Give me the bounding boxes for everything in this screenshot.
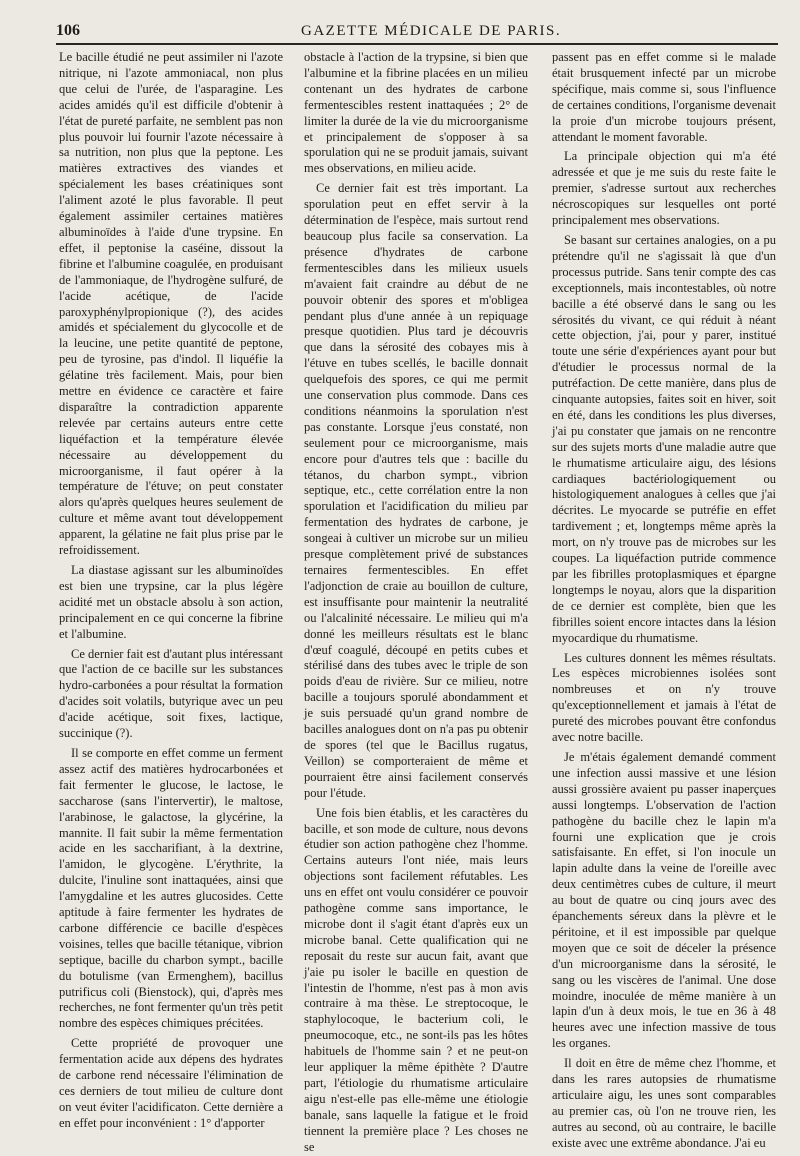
paragraph: Une fois bien établis, et les caractères du bacille, et son mode de culture, nous devons étudier son action pathogène chez l'homme. Certains auteurs l'ont niée, mais leurs objections sont facilement réfutables. Les uns en effet ont voulu considérer ce pouvoir pathogène comme sans importance, le microbe dont il s'agit étant d'après eux un microbe banal. Cette qualification qui ne reposait du reste sur aucun fait, avant que j'aie pu isoler le bacille en question de l'intestin de l'homme, n'est pas à mon avis contraire à ma thèse. Le streptocoque, le staphylocoque, le bacterium coli, le pneumocoque, etc., ne sont-ils pas les hôtes habituels de l'homme sain ? et ne peut-on leur appliquer la même épithète ? D'autre part, l'étiologie du rhumatisme articulaire aigu n'est-elle pas elle-même une étiologie banale, sans laquelle la fatigue et le froid tiennent la première place ? Les choses ne se [304,805,528,1154]
paragraph: La diastase agissant sur les albuminoïdes est bien une trypsine, car la plus légère acidité met un obstacle absolu à son action, principalement en ce qui concerne la fibrine et l'albumine. [59,563,283,641]
paragraph: Il se comporte en effet comme un ferment assez actif des matières hydrocarbonées et fait fermenter le glucose, le lactose, le saccharose (sans l'intervertir), le maltose, l'arabinose, le galactose, la glycérine, la mannite. Il fait subir la même fermentation acide en les saccharifiant, à la dextrine, l'amidon, le glycogène. L'érythrite, la dulcite, l'inuline sont inattaquées, ainsi que l'amygdaline et les autres glucosides. Cette aptitude à faire fermenter les hydrates de carbone différencie ce bacille d'espèces voisines, telles que bacille tétanique, vibrion septique, bacille du charbon sympt., bacille du botulisme (van Ermenghem), bacillus putrificus coli (Bienstock), qui, d'après mes recherches, ne font fermenter qu'un très petit nombre des espèces chimiques précitées. [59,745,283,1031]
paragraph: Ce dernier fait est très important. La sporulation peut en effet servir à la détermination de l'espèce, mais surtout rend beaucoup plus facile sa conservation. La présence d'hydrates de carbone fermentescibles dans les milieux usuels m'avaient fait craindre au début de ne pouvoir obtenir des spores et m'obligea pendant plus d'une année à un repiquage presque quotidien. Plus tard je découvris que dans la sérosité des cobayes mis à l'étuve en tubes scellés, le bacille donnait quelquefois des spores, ce qui me permit une conservation plus commode. Dans ces conditions néanmoins la sporulation n'est pas constante. Lorsque j'eus constaté, non seulement pour ce microorganisme, mais encore pour d'autres tels que : bacille du tétanos, du charbon sympt., vibrion septique, etc., cette corrélation entre la non sporulation et l'acidification du milieu par fermentation des hydrates de carbone, je songeai à cultiver un microbe sur un milieu presque complètement privé de substances ternaires fermentescibles. En effet l'adjonction de craie au bouillon de culture, est insuffisante pour maintenir la neutralité ou l'alcalinité nécessaire. Le milieu qui m'a donné les meilleurs résultats est le blanc d'œuf coagulé, découpé en petits cubes et stérilisé dans des tubes avec le triple de son poids d'eau de rivière. Sur ce milieu, notre bacille a toujours sporulé abondamment et je suis persuadé qu'un grand nombre de bacilles analogues dont on n'a pas pu obtenir de spores (tel que le Bacillus rugatus, Veillon) se comporteraient de même et pourraient être ainsi facilement conservés pour l'étude. [304,181,528,800]
paragraph: Je m'étais également demandé comment une infection aussi massive et une lésion aussi grossière avaient pu passer inaperçues aussi longtemps. L'observation de l'action pathogène du bacille chez le lapin m'a fourni une explication que je crois satisfaisante. En effet, si l'on inocule un lapin adulte dans la veine de l'oreille avec deux centimètres cubes de culture, il meurt au bout de quatre ou cinq jours avec des épanchements séreux dans la plèvre et le péritoine, et il est impossible par quelque moyen que ce soit de déceler la présence d'un microorganisme dans la sérosité, le sang ou les viscères de l'animal. Une dose moindre, inoculée de même manière à un lapin d'un à deux mois, le tue en 36 à 48 heures avec une infection massive de tous les organes. [552,749,776,1051]
paragraph: Le bacille étudié ne peut assimiler ni l'azote nitrique, ni l'azote ammoniacal, non plus que celui de l'urée, de l'asparagine. Les acides amidés qu'il est difficile d'obtenir à l'état de pureté parfaite, ne semblent pas non plus pouvoir lui fournir l'azote nécessaire à sa nutrition, non plus que la peptone. Les matières extractives des viandes et spécialement les bases créatiniques sont l'aliment azoté le plus favorable. Il peut également assimiler certaines matières albuminoïdes à l'aide d'une trypsine. En effet, il peptonise la caséine, dissout la fibrine et l'albumine coagulée, en produisant de l'ammoniaque, de l'hydrogène sulfuré, de l'acide acétique, de l'acide paroxyphénylpropionique (?), des acides amidés et spécialement du glycocolle et de la leucine, une petite quantité de peptone, peu de tyrosine, pas d'indol. Il liquéfie la gélatine très facilement. Mais, pour bien mettre en évidence ce caractère et faire disparaître la contradiction apparente relevée par certains auteurs entre cette liquéfaction et la température élevée nécessaire au développement du microorganisme, il faut opérer à la température de l'étuve; on peut constater alors qu'après quelques heures seulement de culture et même avant tout développement apparent, la gélatine ne fait plus prise par le refroidissement. [59,50,283,558]
header-rule [56,43,778,45]
paragraph: Les cultures donnent les mêmes résultats. Les espèces microbiennes isolées sont nombreuses et on n'y trouve qu'exceptionnellement et jamais à l'état de pureté des microbes pouvant être confondus avec notre bacille. [552,650,776,745]
text-column-1 [59,50,283,1130]
page-number: 106 [56,22,80,39]
text-column-2 [304,50,528,1154]
text-column-3 [552,50,776,1150]
journal-title: GAZETTE MÉDICALE DE PARIS. [301,23,562,39]
paragraph: Se basant sur certaines analogies, on a pu prétendre qu'il ne s'agissait là que d'un processus putride. Sans tenir compte des cas exceptionnels, mais incontestables, où notre bacille a été observé dans le sang ou les sérosités du vivant, ce qui réduit à néant cette objection, j'ai, pour y parer, institué toute une série d'expériences ayant pour but d'étudier le processus normal de la putréfaction. De cette manière, dans plus de cinquante autopsies, faites soit en hiver, soit en été, dans les conditions les plus diverses, j'ai pu constater que jamais on ne rencontre sur des sujets morts d'une maladie autre que le rhumatisme articulaire aigu, des lésions cardiaques bactériologiquement ou histologiquement analogues à celles que j'ai décrites. Le myocarde se putréfie en effet tardivement ; et, longtemps même après la mort, on n'y trouve pas de microbes sur les coupes. La liquéfaction putride commence par les fibrilles protoplasmiques et épargne longtemps le noyau, alors que la disparition de ce dernier est complète, bien que les fibrilles soient encore intactes dans la lésion myocardique du rhumatisme. [552,232,776,645]
paragraph: passent pas en effet comme si le malade était brusquement infecté par un microbe spécifique, mais comme si, sous l'influence de certaines conditions, l'organisme devenait la proie d'un microbe toujours présent, attendant le moment favorable. [552,50,776,144]
paragraph: Il doit en être de même chez l'homme, et dans les rares autopsies de rhumatisme articulaire aigu, les unes sont comparables au premier cas, où l'on ne trouve rien, les autres au second, où au contraire, le bacille existe avec une extrême abondance. J'ai eu [552,1056,776,1150]
page-header [56,22,778,40]
paragraph: Cette propriété de provoquer une fermentation acide aux dépens des hydrates de carbone rend nécessaire l'élimination de ces derniers de tout milieu de culture dont on veut éviter l'acidificaton. Cette dernière a en effet pour inconvénient : 1° d'apporter [59,1036,283,1130]
paragraph: Ce dernier fait est d'autant plus intéressant que l'action de ce bacille sur les substances hydro-carbonées a pour résultat la formation d'acides soit volatils, butyrique avec un peu d'acide acétique, soit fixes, lactique, succinique (?). [59,646,283,741]
paragraph: obstacle à l'action de la trypsine, si bien que l'albumine et la fibrine placées en un milieu contenant un des hydrates de carbone fermentescibles restent inattaquées ; 2° de limiter la durée de la vie du microorganisme et principalement de s'opposer à sa sporulation qui ne se produit jamais, suivant mes observations, en milieu acide. [304,50,528,176]
paragraph: La principale objection qui m'a été adressée et que je me suis du reste faite le premier, s'adresse surtout aux recherches nécroscopiques sur lesquelles ont porté principalement mes observations. [552,149,776,228]
